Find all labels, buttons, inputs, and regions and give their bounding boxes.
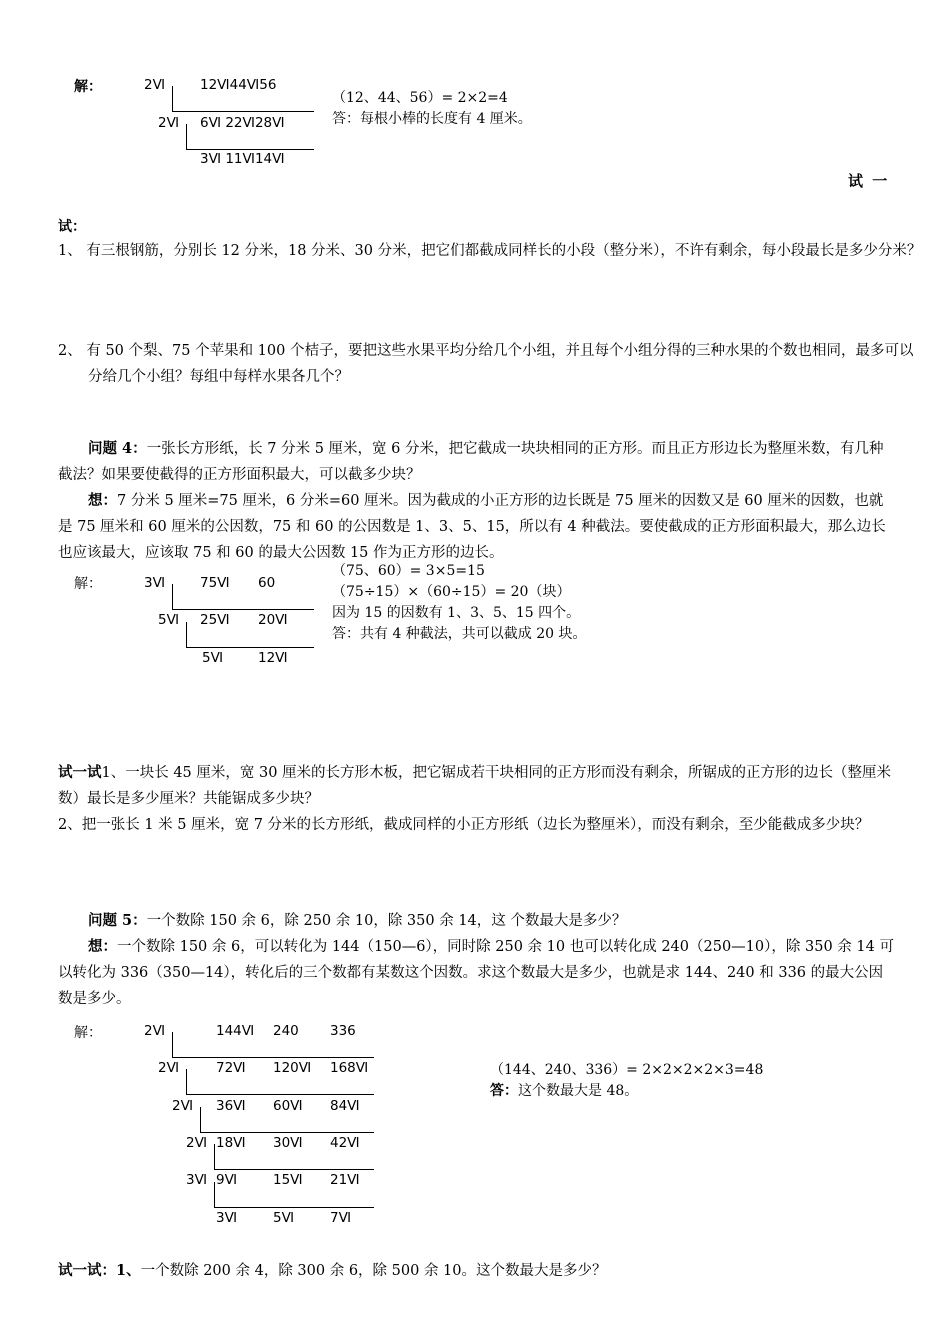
answer-label: 答：: [490, 1083, 518, 1099]
try-title: 试：: [58, 219, 86, 235]
cell: 18Ⅵ: [216, 1135, 246, 1151]
solution-line: （75÷15）×（60÷15）= 20（块）: [332, 584, 571, 600]
divisor: 5Ⅵ: [158, 612, 180, 628]
division-bracket: [200, 1107, 201, 1133]
cell: 240: [273, 1023, 299, 1039]
think-text: 一个数除 150 余 6，可以转化为 144（150—6），同时除 250 余 10 也可以转化成 240（250—10），除 350 余 14 可以转化为 336（350—14），转化后的三个数都有某数这个因数。求这个数最大是多少，也就是求 144、240 和 336 的最大公因数是多少。: [58, 939, 894, 1007]
division-bracket: [186, 1069, 187, 1095]
solution-label: 解：: [74, 79, 102, 95]
dividend: 60: [258, 575, 276, 591]
division-bracket: [172, 1032, 173, 1058]
cell: 7Ⅵ: [330, 1210, 352, 1226]
division-line: [186, 647, 314, 648]
cell: 36Ⅵ: [216, 1098, 246, 1114]
question-text: 一个数除 200 余 4，除 300 余 6，除 500 余 10。这个数最大是多少？: [140, 1263, 607, 1279]
cell: 21Ⅵ: [330, 1172, 360, 1188]
quotient-row: 3Ⅵ 11Ⅵ14Ⅵ: [200, 151, 285, 167]
cell: 168Ⅵ: [330, 1060, 369, 1076]
divisor: 3Ⅵ: [186, 1172, 208, 1188]
question-2: 2、 有 50 个梨、75 个苹果和 100 个桔子，要把这些水果平均分给几个小组，并且每个小组分得的三种水果的个数也相同，最多可以分给几个小组？每组中每样水果各几个？: [58, 343, 914, 385]
gcd-formula: （12、44、56）= 2×2=4: [332, 90, 508, 106]
division-line: [186, 1094, 374, 1095]
division-bracket: [214, 1144, 215, 1170]
divisor: 3Ⅵ: [144, 575, 166, 591]
division-line: [200, 1132, 374, 1133]
cell: 72Ⅵ: [216, 1060, 246, 1076]
quotient: 25Ⅵ: [200, 612, 230, 628]
cell: 336: [330, 1023, 356, 1039]
problem-label: 问题 4：: [88, 440, 147, 457]
quotient-row: 6Ⅵ 22Ⅵ28Ⅵ: [200, 115, 285, 131]
cell: 9Ⅵ: [216, 1172, 238, 1188]
question-number: 1、: [116, 1262, 141, 1279]
problem-text: 一张长方形纸，长 7 分米 5 厘米，宽 6 分米，把它截成一块块相同的正方形。而且正方形边长为整厘米数，有几种截法？如果要使截得的正方形面积最大，可以截多少块？: [58, 441, 884, 483]
try-2-question-1: [58, 760, 894, 812]
cell: 144Ⅵ: [216, 1023, 255, 1039]
problem-5: [58, 908, 894, 934]
solution-label: 解：: [74, 1025, 102, 1041]
problem-text: 一个数除 150 余 6，除 250 余 10，除 350 余 14，这 个数最大是多少？: [146, 913, 627, 929]
gcd-formula: （144、240、336）= 2×2×2×2×3=48: [490, 1062, 764, 1078]
cell: 3Ⅵ: [216, 1210, 238, 1226]
think-label: 想：: [88, 938, 117, 955]
cell: 42Ⅵ: [330, 1135, 360, 1151]
division-bracket: [186, 622, 187, 648]
problem-label: 问题 5：: [88, 912, 147, 929]
division-bracket: [186, 124, 187, 150]
cell: 5Ⅵ: [273, 1210, 295, 1226]
divisor: 2Ⅵ: [186, 1135, 208, 1151]
solution-label: 解：: [74, 576, 102, 592]
side-label: 试 一: [848, 172, 890, 190]
cell: 120Ⅵ: [273, 1060, 312, 1076]
solution-line: 因为 15 的因数有 1、3、5、15 四个。: [332, 605, 581, 621]
quotient: 20Ⅵ: [258, 612, 288, 628]
cell: 30Ⅵ: [273, 1135, 303, 1151]
cell: 60Ⅵ: [273, 1098, 303, 1114]
problem-4-think: [58, 488, 894, 566]
answer-text: 答：每根小棒的长度有 4 厘米。: [332, 111, 532, 127]
division-line: [214, 1207, 374, 1208]
division-bracket: [214, 1182, 215, 1208]
problem-4: [58, 436, 894, 488]
answer-text: [490, 1082, 638, 1100]
division-line: [214, 1169, 374, 1170]
think-label: 想：: [88, 492, 117, 509]
divisor: 2Ⅵ: [158, 115, 180, 131]
answer-text: 答：共有 4 种截法，共可以截成 20 块。: [332, 626, 587, 642]
solution-line: （75、60）= 3×5=15: [332, 563, 485, 579]
quotient: 5Ⅵ: [202, 650, 224, 666]
try-label: 试一试：: [58, 1262, 116, 1279]
divisor: 2Ⅵ: [144, 77, 166, 93]
try-3-question: [58, 1258, 894, 1284]
try-label: 试一试: [58, 764, 102, 781]
try-2-question-2: 2、把一张长 1 米 5 厘米，宽 7 分米的长方形纸，截成同样的小正方形纸（边长为整厘米），而没有剩余，至少能截成多少块？: [58, 817, 870, 833]
division-line: [172, 1057, 374, 1058]
divisor: 2Ⅵ: [172, 1098, 194, 1114]
question-1: 1、 有三根钢筋，分别长 12 分米，18 分米、30 分米，把它们都截成同样长的小段（整分米），不许有剩余，每小段最长是多少分米？: [58, 243, 922, 259]
division-line: [172, 111, 314, 112]
division-bracket: [172, 86, 173, 112]
think-text: 7 分米 5 厘米=75 厘米，6 分米=60 厘米。因为截成的小正方形的边长既是 75 厘米的因数又是 60 厘米的因数，也就是 75 厘米和 60 厘米的公因数，75 和 60 的公因数是 1、3、5、15，所以有 4 种截法。要使截成的正方形面积最大，那么边长也应该最大，应该取 75 和 60 的最大公因数 15 作为正方形的边长。: [58, 493, 886, 561]
division-line: [172, 609, 314, 610]
dividend-row: 12Ⅵ44Ⅵ56: [200, 77, 277, 93]
problem-5-think: [58, 934, 894, 1012]
cell: 84Ⅵ: [330, 1098, 360, 1114]
quotient: 12Ⅵ: [258, 650, 288, 666]
question-text: 1、一块长 45 厘米，宽 30 厘米的长方形木板，把它锯成若干块相同的正方形而没有剩余，所锯成的正方形的边长（整厘米数）最长是多少厘米？共能锯成多少块？: [58, 765, 892, 807]
answer-value: 这个数最大是 48。: [518, 1083, 639, 1099]
division-bracket: [172, 584, 173, 610]
divisor: 2Ⅵ: [144, 1023, 166, 1039]
dividend: 75Ⅵ: [200, 575, 230, 591]
divisor: 2Ⅵ: [158, 1060, 180, 1076]
cell: 15Ⅵ: [273, 1172, 303, 1188]
